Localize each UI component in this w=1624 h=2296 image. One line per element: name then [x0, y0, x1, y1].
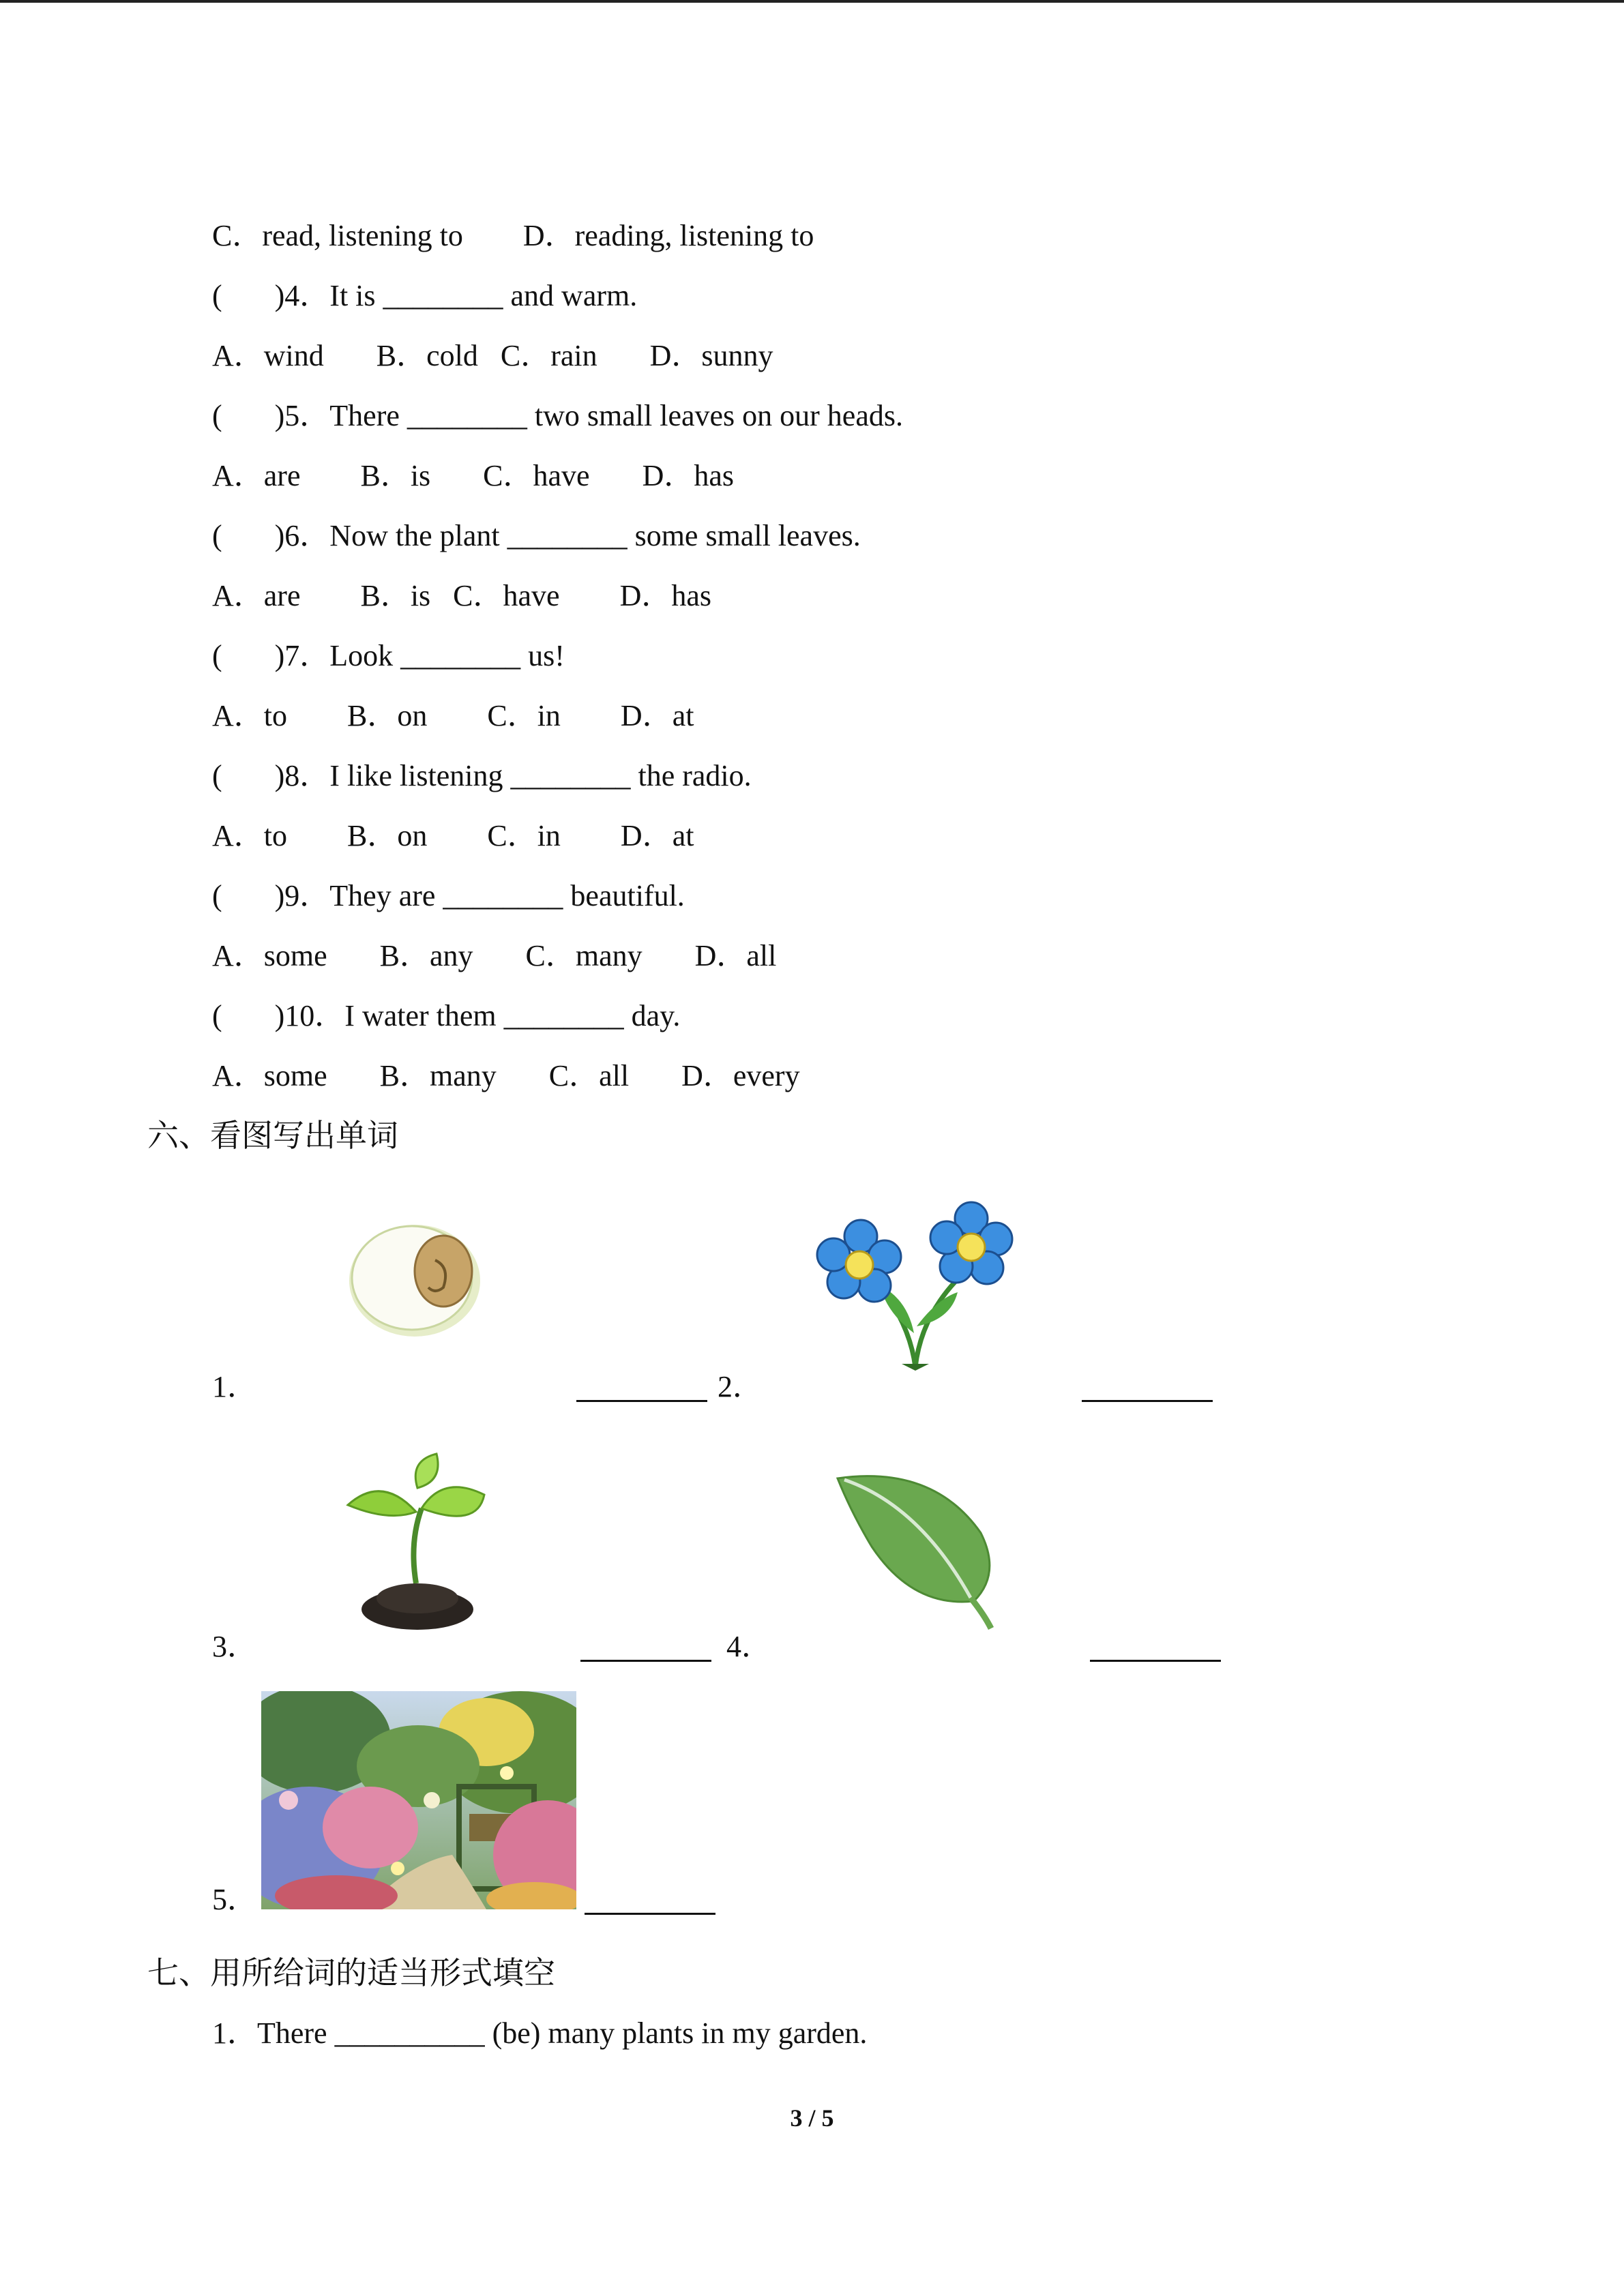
item-1-number: 1． — [212, 1370, 257, 1403]
top-border — [0, 0, 1624, 3]
answer-blank-1[interactable] — [576, 1400, 707, 1402]
answer-blank-3[interactable] — [580, 1660, 711, 1662]
answer-blank-4[interactable] — [1090, 1660, 1221, 1662]
leaf-picture — [831, 1465, 1008, 1632]
question-4: ( )4．It is ________ and warm. — [212, 279, 638, 312]
options-10: A．some B．many C．all D．every — [212, 1059, 800, 1092]
question-8: ( )8．I like listening ________ the radio. — [212, 759, 752, 792]
options-9: A．some B．any C．many D．all — [212, 939, 777, 972]
item-4-number: 4． — [726, 1630, 771, 1663]
item-5-number: 5． — [212, 1883, 257, 1916]
question-7: ( )7．Look ________ us! — [212, 639, 565, 672]
answer-blank-5[interactable] — [585, 1913, 715, 1915]
garden-picture — [261, 1691, 576, 1909]
options-6: A．are B．is C．have D．has — [212, 579, 712, 612]
seed-picture — [346, 1219, 483, 1339]
page-number: 3 / 5 — [790, 2104, 834, 2132]
plant-picture — [341, 1447, 491, 1631]
options-5: A．are B．is C．have D．has — [212, 459, 735, 492]
section-7-title: 七、用所给词的适当形式填空 — [147, 1956, 555, 1991]
question-10: ( )10．I water them ________ day. — [212, 999, 681, 1032]
item-3-number: 3． — [212, 1630, 257, 1663]
item-2-number: 2． — [718, 1370, 763, 1403]
question-9: ( )9．They are ________ beautiful. — [212, 879, 685, 912]
options-8: A．to B．on C．in D．at — [212, 819, 694, 852]
flower-picture — [813, 1197, 1018, 1374]
answer-blank-2[interactable] — [1082, 1400, 1213, 1402]
section-7-question-1: 1．There __________ (be) many plants in my garden. — [212, 2016, 868, 2050]
question-5: ( )5．There ________ two small leaves on our heads. — [212, 399, 903, 432]
section-6-title: 六、看图写出单词 — [147, 1118, 398, 1153]
question-6: ( )6．Now the plant ________ some small leaves. — [212, 519, 861, 552]
choice-line-3cd: C．read, listening to D．reading, listening to — [212, 219, 814, 252]
options-7: A．to B．on C．in D．at — [212, 699, 694, 732]
options-4: A．wind B．cold C．rain D．sunny — [212, 339, 773, 372]
